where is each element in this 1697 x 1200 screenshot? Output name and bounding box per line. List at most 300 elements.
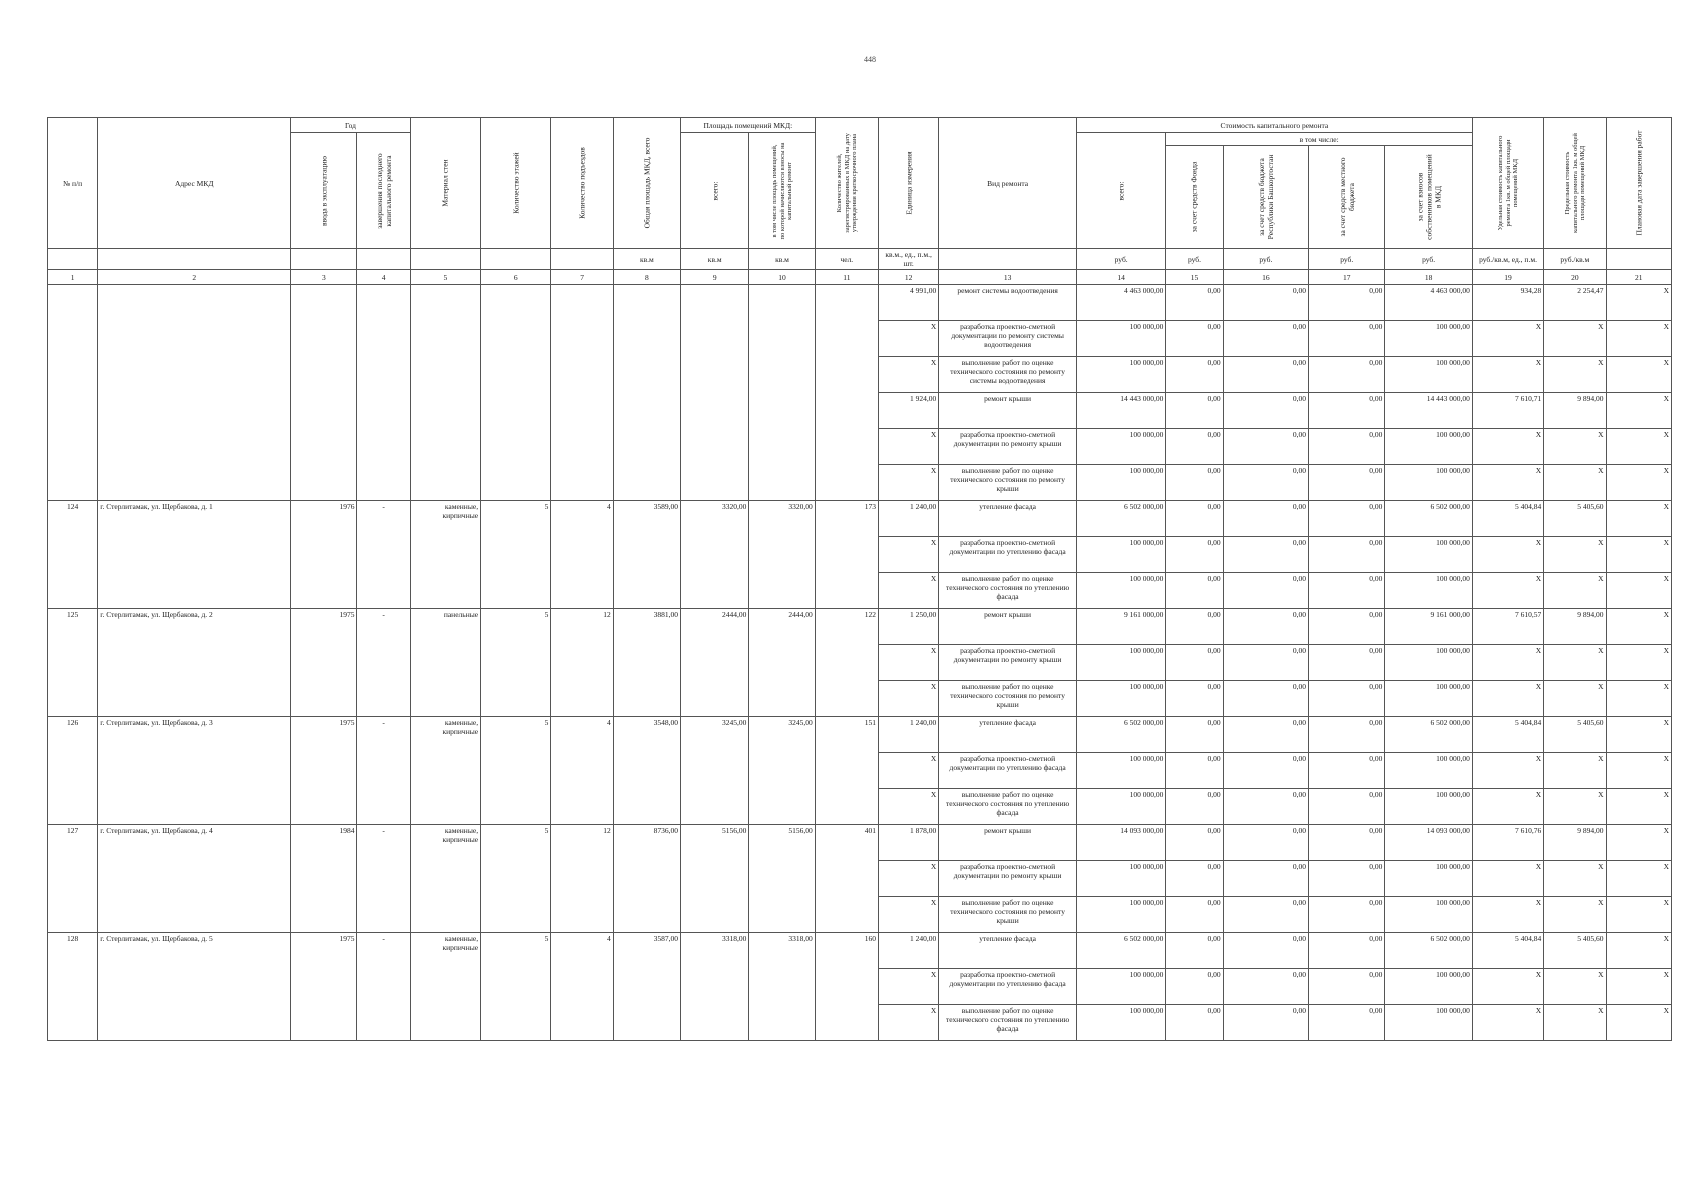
unit-cost: X xyxy=(1472,897,1543,933)
cost-total: 6 502 000,00 xyxy=(1076,717,1165,753)
planned-date: X xyxy=(1606,933,1671,969)
floors-count: 5 xyxy=(481,933,551,1041)
cost-republic: 0,00 xyxy=(1223,933,1308,969)
cost-owners: 100 000,00 xyxy=(1385,861,1472,897)
house-address: г. Стерлитамак, ул. Щербакова, д. 5 xyxy=(98,933,291,1041)
work-quantity: 1 878,00 xyxy=(878,825,938,861)
work-type: выполнение работ по оценке технического состояния по ремонту системы водоотведения xyxy=(939,357,1077,393)
total-area: 3548,00 xyxy=(613,717,680,825)
header-cost-total: всего: xyxy=(1076,133,1165,249)
row-number: 125 xyxy=(48,609,98,717)
unit-cost: 5 404,84 xyxy=(1472,501,1543,537)
cost-local: 0,00 xyxy=(1309,321,1385,357)
cost-owners: 4 463 000,00 xyxy=(1385,285,1472,321)
column-number: 21 xyxy=(1606,270,1671,285)
year-last-repair: - xyxy=(357,825,410,933)
work-type: выполнение работ по оценке технического состояния по утеплению фасада xyxy=(939,1005,1077,1041)
year-commissioning: 1975 xyxy=(291,933,357,1041)
limit-cost: 2 254,47 xyxy=(1544,285,1606,321)
floors-count: 5 xyxy=(481,609,551,717)
floors-count xyxy=(481,285,551,501)
year-commissioning: 1975 xyxy=(291,609,357,717)
column-number: 17 xyxy=(1309,270,1385,285)
cost-fund: 0,00 xyxy=(1166,429,1223,465)
column-number: 9 xyxy=(681,270,749,285)
cost-owners: 6 502 000,00 xyxy=(1385,501,1472,537)
planned-date: X xyxy=(1606,681,1671,717)
column-number: 11 xyxy=(815,270,878,285)
cost-total: 100 000,00 xyxy=(1076,429,1165,465)
unit-cell: кв.м xyxy=(613,249,680,270)
work-quantity: X xyxy=(878,357,938,393)
cost-republic: 0,00 xyxy=(1223,357,1308,393)
limit-cost: X xyxy=(1544,897,1606,933)
column-number: 20 xyxy=(1544,270,1606,285)
cost-fund: 0,00 xyxy=(1166,465,1223,501)
unit-cost: 7 610,57 xyxy=(1472,609,1543,645)
header-premises-area: Площадь помещений МКД: xyxy=(681,118,816,133)
header-year-last-repair: завершения последнего капитального ремонта xyxy=(357,133,410,249)
residents-count: 401 xyxy=(815,825,878,933)
work-type: разработка проектно-сметной документации по утеплению фасада xyxy=(939,537,1077,573)
cost-owners: 100 000,00 xyxy=(1385,897,1472,933)
header-num: № п/п xyxy=(48,118,98,249)
row-number: 128 xyxy=(48,933,98,1041)
unit-cost: X xyxy=(1472,321,1543,357)
header-limit-cost: Предельная стоимость капитального ремонта 1кв. м общей площади помещений МКД xyxy=(1544,118,1606,249)
unit-cell: кв.м xyxy=(749,249,815,270)
header-entrances: Количество подъездов xyxy=(551,118,613,249)
work-quantity: X xyxy=(878,681,938,717)
work-quantity: X xyxy=(878,753,938,789)
work-quantity: 1 250,00 xyxy=(878,609,938,645)
cost-local: 0,00 xyxy=(1309,969,1385,1005)
total-area: 3587,00 xyxy=(613,933,680,1041)
column-number: 19 xyxy=(1472,270,1543,285)
unit-cell xyxy=(48,249,98,270)
unit-cost: X xyxy=(1472,969,1543,1005)
row-number xyxy=(48,285,98,501)
cost-owners: 6 502 000,00 xyxy=(1385,717,1472,753)
planned-date: X xyxy=(1606,321,1671,357)
cost-republic: 0,00 xyxy=(1223,573,1308,609)
wall-material: каменные, кирпичные xyxy=(410,825,480,933)
house-address: г. Стерлитамак, ул. Щербакова, д. 4 xyxy=(98,825,291,933)
cost-owners: 100 000,00 xyxy=(1385,573,1472,609)
cost-republic: 0,00 xyxy=(1223,717,1308,753)
limit-cost: X xyxy=(1544,969,1606,1005)
cost-total: 100 000,00 xyxy=(1076,681,1165,717)
wall-material: каменные, кирпичные xyxy=(410,717,480,825)
residents-count xyxy=(815,285,878,501)
planned-date: X xyxy=(1606,429,1671,465)
cost-owners: 100 000,00 xyxy=(1385,465,1472,501)
column-number: 1 xyxy=(48,270,98,285)
wall-material: панельные xyxy=(410,609,480,717)
premises-area: 3320,00 xyxy=(681,501,749,609)
header-year: Год xyxy=(291,118,411,133)
work-quantity: X xyxy=(878,1005,938,1041)
limit-cost: X xyxy=(1544,573,1606,609)
cost-fund: 0,00 xyxy=(1166,753,1223,789)
cost-local: 0,00 xyxy=(1309,681,1385,717)
row-number: 124 xyxy=(48,501,98,609)
cost-owners: 100 000,00 xyxy=(1385,969,1472,1005)
limit-cost: X xyxy=(1544,429,1606,465)
work-quantity: 1 924,00 xyxy=(878,393,938,429)
year-commissioning xyxy=(291,285,357,501)
cost-republic: 0,00 xyxy=(1223,861,1308,897)
unit-cost: X xyxy=(1472,753,1543,789)
unit-cell: руб. xyxy=(1385,249,1472,270)
entrances-count: 4 xyxy=(551,717,613,825)
unit-cell xyxy=(481,249,551,270)
floors-count: 5 xyxy=(481,717,551,825)
cost-total: 6 502 000,00 xyxy=(1076,933,1165,969)
house-address: г. Стерлитамак, ул. Щербакова, д. 2 xyxy=(98,609,291,717)
cost-fund: 0,00 xyxy=(1166,285,1223,321)
premises-area: 3245,00 xyxy=(681,717,749,825)
header-premises-contrib: в том числе площадь помещений, по которой начисляются взносы на капитальный ремонт xyxy=(749,133,815,249)
cost-local: 0,00 xyxy=(1309,861,1385,897)
cost-local: 0,00 xyxy=(1309,789,1385,825)
row-number: 127 xyxy=(48,825,98,933)
cost-local: 0,00 xyxy=(1309,717,1385,753)
cost-republic: 0,00 xyxy=(1223,393,1308,429)
cost-local: 0,00 xyxy=(1309,753,1385,789)
unit-cost: X xyxy=(1472,645,1543,681)
unit-cell: руб./кв.м xyxy=(1544,249,1606,270)
cost-local: 0,00 xyxy=(1309,501,1385,537)
unit-cell xyxy=(1606,249,1671,270)
limit-cost: X xyxy=(1544,321,1606,357)
unit-cost: X xyxy=(1472,465,1543,501)
work-quantity: X xyxy=(878,897,938,933)
cost-owners: 100 000,00 xyxy=(1385,321,1472,357)
unit-cost: X xyxy=(1472,357,1543,393)
planned-date: X xyxy=(1606,897,1671,933)
work-type: выполнение работ по оценке технического состояния по ремонту крыши xyxy=(939,681,1077,717)
cost-fund: 0,00 xyxy=(1166,609,1223,645)
wall-material xyxy=(410,285,480,501)
limit-cost: X xyxy=(1544,465,1606,501)
unit-cell: руб. xyxy=(1166,249,1223,270)
column-numbers-row xyxy=(48,270,1672,285)
work-type: ремонт крыши xyxy=(939,825,1077,861)
unit-cost: X xyxy=(1472,1005,1543,1041)
header-cost-republic: за счет средств бюджета Республики Башкортостан xyxy=(1223,146,1308,249)
unit-cost: 7 610,76 xyxy=(1472,825,1543,861)
limit-cost: X xyxy=(1544,1005,1606,1041)
cost-republic: 0,00 xyxy=(1223,969,1308,1005)
page-number: 448 xyxy=(864,55,876,64)
unit-cell: кв.м., ед., п.м., шт. xyxy=(878,249,938,270)
cost-total: 100 000,00 xyxy=(1076,537,1165,573)
work-quantity: 1 240,00 xyxy=(878,933,938,969)
cost-total: 100 000,00 xyxy=(1076,465,1165,501)
unit-cost: 934,28 xyxy=(1472,285,1543,321)
limit-cost: 9 894,00 xyxy=(1544,609,1606,645)
column-number: 16 xyxy=(1223,270,1308,285)
cost-total: 100 000,00 xyxy=(1076,573,1165,609)
total-area xyxy=(613,285,680,501)
cost-fund: 0,00 xyxy=(1166,897,1223,933)
planned-date: X xyxy=(1606,465,1671,501)
row-number: 126 xyxy=(48,717,98,825)
cost-fund: 0,00 xyxy=(1166,861,1223,897)
planned-date: X xyxy=(1606,609,1671,645)
entrances-count: 12 xyxy=(551,609,613,717)
column-number: 18 xyxy=(1385,270,1472,285)
work-type: ремонт крыши xyxy=(939,393,1077,429)
cost-owners: 100 000,00 xyxy=(1385,537,1472,573)
cost-fund: 0,00 xyxy=(1166,573,1223,609)
column-number: 12 xyxy=(878,270,938,285)
header-floors: Количество этажей xyxy=(481,118,551,249)
cost-local: 0,00 xyxy=(1309,645,1385,681)
limit-cost: X xyxy=(1544,537,1606,573)
planned-date: X xyxy=(1606,573,1671,609)
year-last-repair: - xyxy=(357,717,410,825)
limit-cost: X xyxy=(1544,753,1606,789)
work-quantity: 1 240,00 xyxy=(878,717,938,753)
residents-count: 160 xyxy=(815,933,878,1041)
unit-cost: X xyxy=(1472,537,1543,573)
unit-cell: кв.м xyxy=(681,249,749,270)
planned-date: X xyxy=(1606,789,1671,825)
cost-total: 100 000,00 xyxy=(1076,753,1165,789)
work-type: выполнение работ по оценке технического состояния по ремонту крыши xyxy=(939,465,1077,501)
cost-local: 0,00 xyxy=(1309,429,1385,465)
header-total-area: Общая площадь МКД, всего xyxy=(613,118,680,249)
planned-date: X xyxy=(1606,825,1671,861)
column-number: 6 xyxy=(481,270,551,285)
work-type: разработка проектно-сметной документации по ремонту системы водоотведения xyxy=(939,321,1077,357)
unit-cell xyxy=(551,249,613,270)
cost-total: 100 000,00 xyxy=(1076,861,1165,897)
premises-area-contrib: 3318,00 xyxy=(749,933,815,1041)
year-commissioning: 1984 xyxy=(291,825,357,933)
work-quantity: X xyxy=(878,537,938,573)
total-area: 3589,00 xyxy=(613,501,680,609)
limit-cost: 9 894,00 xyxy=(1544,825,1606,861)
work-type: разработка проектно-сметной документации по утеплению фасада xyxy=(939,969,1077,1005)
cost-fund: 0,00 xyxy=(1166,537,1223,573)
cost-owners: 100 000,00 xyxy=(1385,753,1472,789)
cost-fund: 0,00 xyxy=(1166,825,1223,861)
cost-local: 0,00 xyxy=(1309,897,1385,933)
work-quantity: X xyxy=(878,429,938,465)
cost-owners: 100 000,00 xyxy=(1385,1005,1472,1041)
cost-local: 0,00 xyxy=(1309,933,1385,969)
cost-owners: 100 000,00 xyxy=(1385,429,1472,465)
premises-area: 2444,00 xyxy=(681,609,749,717)
header-planned-date: Плановая дата завершения работ xyxy=(1606,118,1671,249)
cost-republic: 0,00 xyxy=(1223,897,1308,933)
planned-date: X xyxy=(1606,501,1671,537)
cost-total: 9 161 000,00 xyxy=(1076,609,1165,645)
planned-date: X xyxy=(1606,1005,1671,1041)
capital-repair-table xyxy=(47,117,1672,1041)
cost-republic: 0,00 xyxy=(1223,321,1308,357)
unit-cell xyxy=(939,249,1077,270)
limit-cost: X xyxy=(1544,789,1606,825)
column-number: 3 xyxy=(291,270,357,285)
residents-count: 122 xyxy=(815,609,878,717)
column-number: 14 xyxy=(1076,270,1165,285)
cost-republic: 0,00 xyxy=(1223,681,1308,717)
limit-cost: X xyxy=(1544,645,1606,681)
entrances-count: 4 xyxy=(551,501,613,609)
unit-cost: X xyxy=(1472,861,1543,897)
work-quantity: X xyxy=(878,861,938,897)
work-type: ремонт крыши xyxy=(939,609,1077,645)
premises-area-contrib: 2444,00 xyxy=(749,609,815,717)
header-unit-cost: Удельная стоимость капитального ремонта 1кв. м общей площади помещений МКД xyxy=(1472,118,1543,249)
cost-owners: 100 000,00 xyxy=(1385,357,1472,393)
cost-total: 100 000,00 xyxy=(1076,645,1165,681)
work-type: разработка проектно-сметной документации по ремонту крыши xyxy=(939,645,1077,681)
limit-cost: X xyxy=(1544,357,1606,393)
table-row xyxy=(48,933,1672,969)
cost-owners: 100 000,00 xyxy=(1385,789,1472,825)
floors-count: 5 xyxy=(481,825,551,933)
cost-republic: 0,00 xyxy=(1223,789,1308,825)
planned-date: X xyxy=(1606,861,1671,897)
premises-area-contrib xyxy=(749,285,815,501)
work-quantity: 4 991,00 xyxy=(878,285,938,321)
cost-fund: 0,00 xyxy=(1166,789,1223,825)
cost-total: 100 000,00 xyxy=(1076,1005,1165,1041)
table-row xyxy=(48,501,1672,537)
cost-total: 4 463 000,00 xyxy=(1076,285,1165,321)
planned-date: X xyxy=(1606,645,1671,681)
unit-cell xyxy=(410,249,480,270)
work-quantity: X xyxy=(878,465,938,501)
work-type: выполнение работ по оценке технического состояния по утеплению фасада xyxy=(939,573,1077,609)
header-year-commissioning: ввода в эксплуатацию xyxy=(291,133,357,249)
year-commissioning: 1975 xyxy=(291,717,357,825)
work-quantity: X xyxy=(878,645,938,681)
header-cost: Стоимость капитального ремонта xyxy=(1076,118,1472,133)
work-type: утепление фасада xyxy=(939,501,1077,537)
table-row xyxy=(48,825,1672,861)
work-type: утепление фасада xyxy=(939,717,1077,753)
premises-area-contrib: 3320,00 xyxy=(749,501,815,609)
cost-republic: 0,00 xyxy=(1223,645,1308,681)
work-type: ремонт системы водоотведения xyxy=(939,285,1077,321)
header-cost-local: за счет средств местного бюджета xyxy=(1309,146,1385,249)
cost-fund: 0,00 xyxy=(1166,321,1223,357)
work-type: разработка проектно-сметной документации по ремонту крыши xyxy=(939,429,1077,465)
work-quantity: X xyxy=(878,321,938,357)
units-row xyxy=(48,249,1672,270)
house-address: г. Стерлитамак, ул. Щербакова, д. 1 xyxy=(98,501,291,609)
unit-cell xyxy=(98,249,291,270)
header-including: в том числе: xyxy=(1166,133,1473,146)
year-commissioning: 1976 xyxy=(291,501,357,609)
cost-republic: 0,00 xyxy=(1223,465,1308,501)
limit-cost: 5 405,60 xyxy=(1544,717,1606,753)
work-type: разработка проектно-сметной документации по утеплению фасада xyxy=(939,753,1077,789)
cost-republic: 0,00 xyxy=(1223,429,1308,465)
cost-fund: 0,00 xyxy=(1166,933,1223,969)
column-number: 15 xyxy=(1166,270,1223,285)
work-quantity: X xyxy=(878,789,938,825)
unit-cost: X xyxy=(1472,681,1543,717)
unit-cost: 5 404,84 xyxy=(1472,933,1543,969)
cost-republic: 0,00 xyxy=(1223,753,1308,789)
unit-cell: руб. xyxy=(1309,249,1385,270)
work-type: выполнение работ по оценке технического состояния по утеплению фасада xyxy=(939,789,1077,825)
planned-date: X xyxy=(1606,753,1671,789)
table-row xyxy=(48,609,1672,645)
cost-total: 14 093 000,00 xyxy=(1076,825,1165,861)
table-body xyxy=(48,285,1672,1041)
year-last-repair: - xyxy=(357,609,410,717)
unit-cost: 5 404,84 xyxy=(1472,717,1543,753)
cost-local: 0,00 xyxy=(1309,573,1385,609)
total-area: 8736,00 xyxy=(613,825,680,933)
cost-local: 0,00 xyxy=(1309,1005,1385,1041)
cost-fund: 0,00 xyxy=(1166,1005,1223,1041)
house-address xyxy=(98,285,291,501)
cost-owners: 14 093 000,00 xyxy=(1385,825,1472,861)
unit-cost: 7 610,71 xyxy=(1472,393,1543,429)
header-cost-owners: за счет взносов собственников помещений в МКД xyxy=(1385,146,1472,249)
column-number: 13 xyxy=(939,270,1077,285)
residents-count: 151 xyxy=(815,717,878,825)
work-type: выполнение работ по оценке технического состояния по ремонту крыши xyxy=(939,897,1077,933)
unit-cell: руб. xyxy=(1223,249,1308,270)
cost-fund: 0,00 xyxy=(1166,681,1223,717)
wall-material: каменные, кирпичные xyxy=(410,501,480,609)
header-address: Адрес МКД xyxy=(98,118,291,249)
cost-local: 0,00 xyxy=(1309,357,1385,393)
column-number: 8 xyxy=(613,270,680,285)
house-address: г. Стерлитамак, ул. Щербакова, д. 3 xyxy=(98,717,291,825)
work-type: разработка проектно-сметной документации по ремонту крыши xyxy=(939,861,1077,897)
work-quantity: X xyxy=(878,573,938,609)
planned-date: X xyxy=(1606,717,1671,753)
table-header xyxy=(48,118,1672,285)
cost-republic: 0,00 xyxy=(1223,501,1308,537)
cost-republic: 0,00 xyxy=(1223,825,1308,861)
wall-material: каменные, кирпичные xyxy=(410,933,480,1041)
cost-owners: 9 161 000,00 xyxy=(1385,609,1472,645)
unit-cell: чел. xyxy=(815,249,878,270)
cost-fund: 0,00 xyxy=(1166,357,1223,393)
cost-owners: 6 502 000,00 xyxy=(1385,933,1472,969)
cost-republic: 0,00 xyxy=(1223,285,1308,321)
cost-total: 100 000,00 xyxy=(1076,321,1165,357)
cost-local: 0,00 xyxy=(1309,285,1385,321)
planned-date: X xyxy=(1606,969,1671,1005)
table-row xyxy=(48,717,1672,753)
cost-owners: 100 000,00 xyxy=(1385,645,1472,681)
column-number: 5 xyxy=(410,270,480,285)
planned-date: X xyxy=(1606,285,1671,321)
entrances-count xyxy=(551,285,613,501)
cost-republic: 0,00 xyxy=(1223,609,1308,645)
cost-total: 100 000,00 xyxy=(1076,357,1165,393)
planned-date: X xyxy=(1606,537,1671,573)
cost-fund: 0,00 xyxy=(1166,645,1223,681)
header-premises-total: всего: xyxy=(681,133,749,249)
cost-total: 6 502 000,00 xyxy=(1076,501,1165,537)
column-number: 10 xyxy=(749,270,815,285)
total-area: 3881,00 xyxy=(613,609,680,717)
